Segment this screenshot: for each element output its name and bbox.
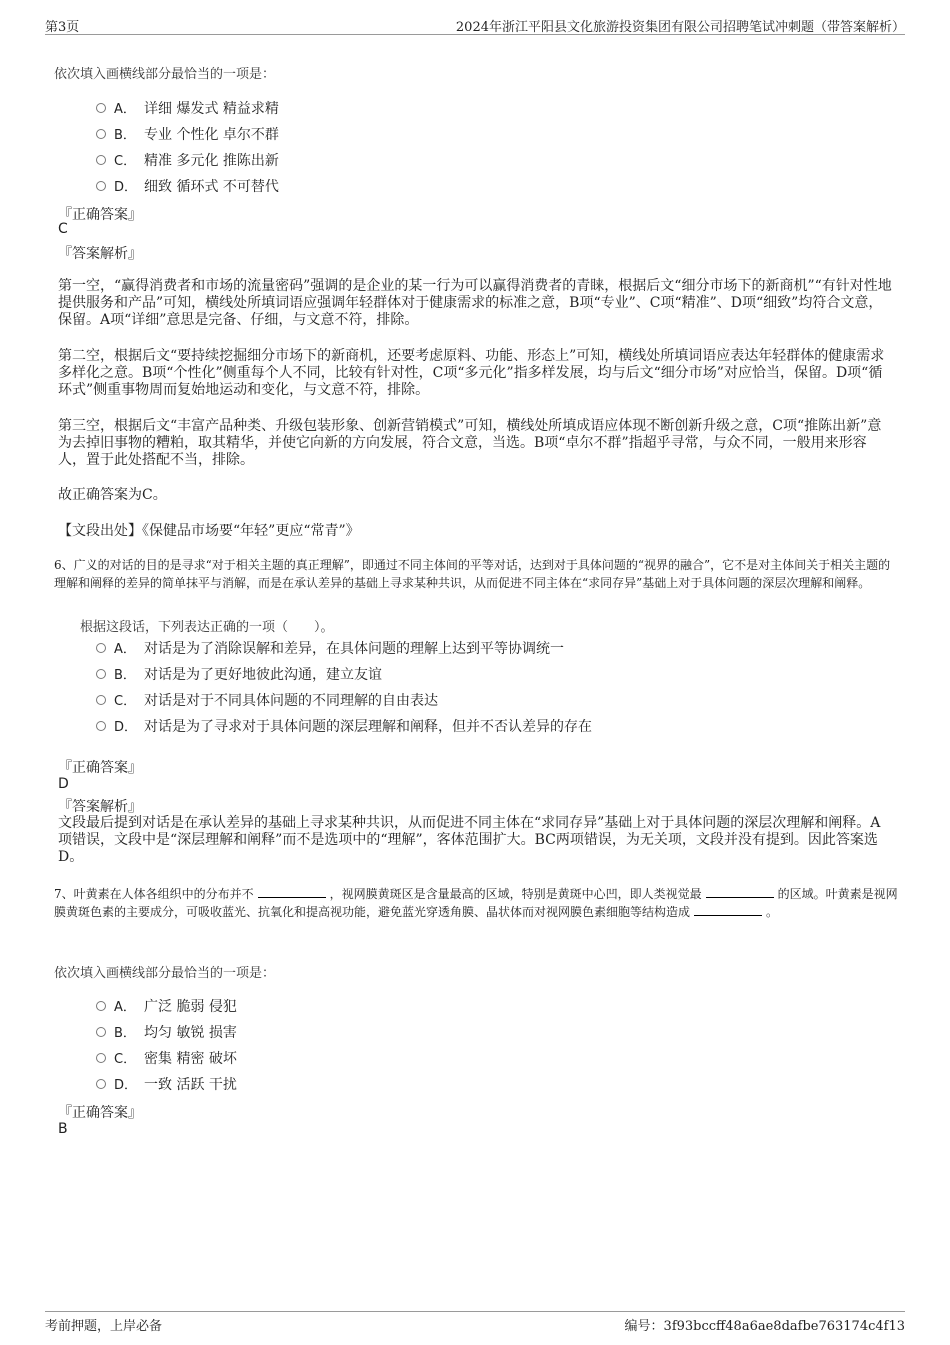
q5-source: 【文段出处】《保健品市场要“年轻”更应“常青”》 xyxy=(58,523,360,539)
radio-icon[interactable] xyxy=(96,721,106,731)
q5-analysis-paragraph-2: 第二空，根据后文“要持续挖掘细分市场下的新商机，还要考虑原料、功能、形态上”可知，横线处所填词语应表达年轻群体的健康需求多样化之意。B项“个性化”侧重每个人不同，比较有针对性，C项“多元化”指多样发展，均与后文“细分市场”对应恰当，保留。D项“循环式”侧重事物周而复始地运动和变化，与文意不符，排除。 xyxy=(58,348,885,398)
q6-answer: D xyxy=(58,776,69,792)
q5-analysis-paragraph-3: 第三空，根据后文“丰富产品种类、升级包装形象、创新营销模式”可知，横线处所填成语应体现不断创新升级之意，C项“推陈出新”意为去掉旧事物的糟粕，取其精华，并使它向新的方向发展，符合文意，当选。B项“卓尔不群”指超乎寻常，与众不同，一般用来形容人，置于此处搭配不当，排除。 xyxy=(58,418,882,468)
q7-option-c[interactable]: C． 密集 精密 破坏 xyxy=(96,1048,237,1070)
q7-prompt: 依次填入画横线部分最恰当的一项是： xyxy=(54,966,276,981)
q5-answer: C xyxy=(58,221,68,237)
radio-icon[interactable] xyxy=(96,103,106,113)
q5-answer-label: 『正确答案』 xyxy=(58,207,142,223)
radio-icon[interactable] xyxy=(96,1001,106,1011)
page-header xyxy=(45,14,905,35)
q5-conclusion: 故正确答案为C。 xyxy=(58,487,167,503)
blank-line xyxy=(706,887,774,898)
q5-prompt: 依次填入画横线部分最恰当的一项是： xyxy=(54,67,276,82)
footer-slogan: 考前押题，上岸必备 xyxy=(45,1319,163,1334)
radio-icon[interactable] xyxy=(96,1027,106,1037)
q7-option-d[interactable]: D． 一致 活跃 干扰 xyxy=(96,1074,237,1096)
q6-text: 6、广义的对话的目的是寻求“对于相关主题的真正理解”，即通过不同主体间的平等对话，达到对于具体问题的“视界的融合”，它不是对主体间关于相关主题的理解和阐释的差异的简单抹平与消解，而是在承认差异的基础上寻求某种共识，从而促进不同主体在“求同存异”基础上对于具体问题的深层次理解和阐释。 xyxy=(54,558,891,590)
q6-option-b[interactable]: B． 对话是为了更好地彼此沟通，建立友谊 xyxy=(96,664,382,686)
q6-prompt: 根据这段话，下列表达正确的一项（ ）。 xyxy=(80,620,334,635)
q6-analysis: 文段最后提到对话是在承认差异的基础上寻求某种共识，从而促进不同主体在“求同存异”基础上对于具体问题的深层次理解和阐释。A项错误，文段中是“深层理解和阐释”而不是选项中的“理解”，客体范围扩大。BC两项错误，为无关项，文段并没有提到。因此答案选D。 xyxy=(58,815,881,865)
page-footer xyxy=(45,1311,905,1332)
footer-serial: 编号：3f93bccff48a6ae8dafbe763174c4f13 xyxy=(624,1319,905,1334)
radio-icon[interactable] xyxy=(96,1079,106,1089)
q5-analysis-label: 『答案解析』 xyxy=(58,246,142,262)
q6-option-d[interactable]: D． 对话是为了寻求对于具体问题的深层理解和阐释，但并不否认差异的存在 xyxy=(96,716,592,738)
q6-option-c[interactable]: C． 对话是对于不同具体问题的不同理解的自由表达 xyxy=(96,690,438,712)
q6-answer-label: 『正确答案』 xyxy=(58,760,142,776)
q6-option-a[interactable]: A． 对话是为了消除误解和差异，在具体问题的理解上达到平等协调统一 xyxy=(96,638,564,660)
q7-option-a[interactable]: A． 广泛 脆弱 侵犯 xyxy=(96,996,237,1018)
q5-analysis-paragraph-1: 第一空，“赢得消费者和市场的流量密码”强调的是企业的某一行为可以赢得消费者的青睐，根据后文“细分市场下的新商机”“有针对性地提供服务和产品”可知，横线处所填词语应强调年轻群体对于健康需求的标准之意，B项“专业”、C项“精准”、D项“细致”均符合文意，保留。A项“详细”意思是完备、仔细，与文意不符，排除。 xyxy=(58,278,892,328)
page-number: 第3页 xyxy=(45,20,80,35)
q7-answer: B xyxy=(58,1121,68,1137)
radio-icon[interactable] xyxy=(96,181,106,191)
q7-answer-label: 『正确答案』 xyxy=(58,1105,142,1121)
radio-icon[interactable] xyxy=(96,695,106,705)
q5-option-c[interactable]: C． 精准 多元化 推陈出新 xyxy=(96,150,279,172)
q5-option-a[interactable]: A． 详细 爆发式 精益求精 xyxy=(96,98,279,120)
document-title: 2024年浙江平阳县文化旅游投资集团有限公司招聘笔试冲刺题（带答案解析） xyxy=(455,20,905,35)
q6-analysis-label: 『答案解析』 xyxy=(58,799,142,815)
radio-icon[interactable] xyxy=(96,1053,106,1063)
radio-icon[interactable] xyxy=(96,155,106,165)
q5-option-d[interactable]: D． 细致 循环式 不可替代 xyxy=(96,176,279,198)
q7-text: 7、叶黄素在人体各组织中的分布并不 ，视网膜黄斑区是含量最高的区域，特别是黄斑中心凹，即人类视觉最 的区域。叶黄素是视网膜黄斑色素的主要成分，可吸收蓝光、抗氧化和提高视功能，避免蓝光穿透角膜、晶状体而对视网膜色素细胞等结构造成 。 xyxy=(54,887,898,919)
radio-icon[interactable] xyxy=(96,643,106,653)
radio-icon[interactable] xyxy=(96,129,106,139)
blank-line xyxy=(694,905,762,916)
blank-line xyxy=(258,887,326,898)
q5-option-b[interactable]: B． 专业 个性化 卓尔不群 xyxy=(96,124,279,146)
radio-icon[interactable] xyxy=(96,669,106,679)
q7-option-b[interactable]: B． 均匀 敏锐 损害 xyxy=(96,1022,237,1044)
